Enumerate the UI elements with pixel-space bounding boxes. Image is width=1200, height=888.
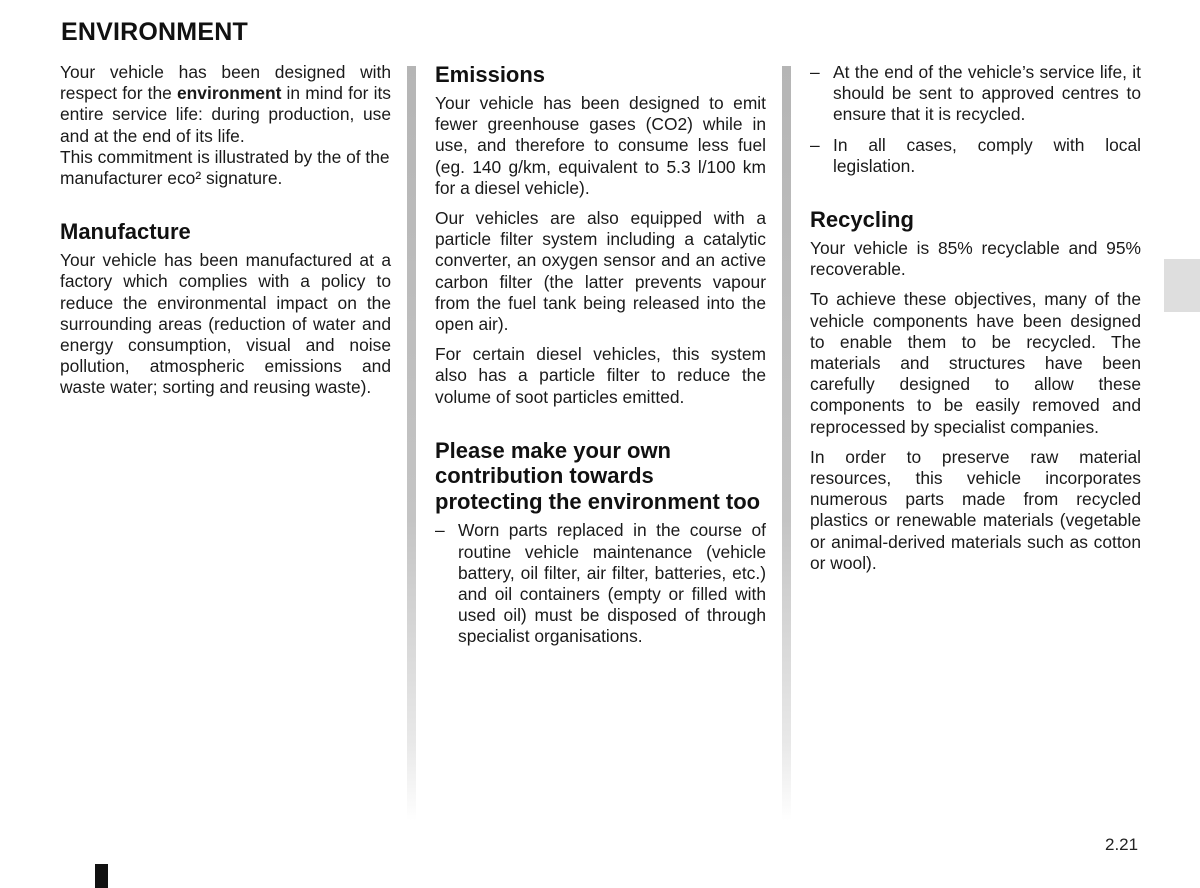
emissions-paragraph-1: Your vehicle has been designed to emit fewer greenhouse gases (CO2) while in use, and therefore to consume less fuel (eg. 140 g/km, equivalent to 5.3 l/100 km for a diesel vehicle). xyxy=(435,93,766,198)
list-item-text: Worn parts replaced in the course of routine vehicle maintenance (vehicle battery, oil filter, air filter, batteries, etc.) and oil containers (empty or filled with used oil) must be disposed of through specialist organisations. xyxy=(458,520,766,647)
left-column xyxy=(60,62,391,408)
middle-column xyxy=(435,62,766,657)
dash-bullet: – xyxy=(810,62,820,82)
column-divider-bar xyxy=(782,66,791,821)
intro-paragraph xyxy=(60,62,391,147)
crop-mark xyxy=(95,864,108,888)
emissions-paragraph-3: For certain diesel vehicles, this system also has a particle filter to reduce the volume of soot particles emitted. xyxy=(435,344,766,407)
recycling-paragraph-2: To achieve these objectives, many of the vehicle components have been designed to enable them to be recycled. The materials and structures have been carefully designed to allow these components to be easily removed and reprocessed by specialist companies. xyxy=(810,289,1141,437)
page-title: ENVIRONMENT xyxy=(61,18,248,46)
manufacture-heading: Manufacture xyxy=(60,219,191,245)
recycling-paragraph-1: Your vehicle is 85% recyclable and 95% recoverable. xyxy=(810,238,1141,280)
contribution-list-continued xyxy=(810,62,1141,177)
intro-bold-word: environment xyxy=(177,83,282,104)
dash-bullet: – xyxy=(435,520,445,541)
emissions-heading: Emissions xyxy=(435,62,546,87)
dash-bullet: – xyxy=(810,134,820,155)
right-column xyxy=(810,62,1141,583)
page-number: 2.21 xyxy=(1105,835,1139,854)
list-item xyxy=(810,135,1141,177)
recycling-heading: Recycling xyxy=(810,207,914,233)
list-item xyxy=(435,520,766,647)
contribution-heading: Please make your own contribution towards protecting the environment too xyxy=(435,437,761,514)
emissions-paragraph-2: Our vehicles are also equipped with a particle filter system including a catalytic converter, an oxygen sensor and an active carbon filter (the latter prevents vapour from the fuel tank being released into the open air). xyxy=(435,208,766,335)
list-item-text: In all cases, comply with local legislation. xyxy=(833,134,1141,176)
recycling-paragraph-3: In order to preserve raw material resources, this vehicle incorporates numerous parts made from recycled plastics or renewable materials (vegetable or animal-derived materials such as cotton or wool). xyxy=(810,446,1141,573)
contribution-list xyxy=(435,520,766,647)
column-divider-bar xyxy=(407,66,416,821)
intro-text-end: in mind for its entire service life: during production, use and at the end of its life. xyxy=(60,83,391,146)
eco-signature-paragraph: This commitment is illustrated by the of the manufacturer eco² signature. xyxy=(60,146,390,189)
list-item-text: At the end of the vehicle’s service life, it should be sent to approved centres to ensure that it is recycled. xyxy=(833,62,1141,125)
section-thumb-tab xyxy=(1164,259,1200,312)
manufacture-paragraph: Your vehicle has been manufactured at a factory which complies with a policy to reduce the environmental impact on the surrounding areas (reduction of water and energy consumption, visual and noise pollution, atmospheric emissions and waste water; sorting and reusing waste). xyxy=(60,250,391,398)
list-item xyxy=(810,62,1141,126)
intro-text: Your vehicle has been designed with respect for the xyxy=(60,62,391,104)
